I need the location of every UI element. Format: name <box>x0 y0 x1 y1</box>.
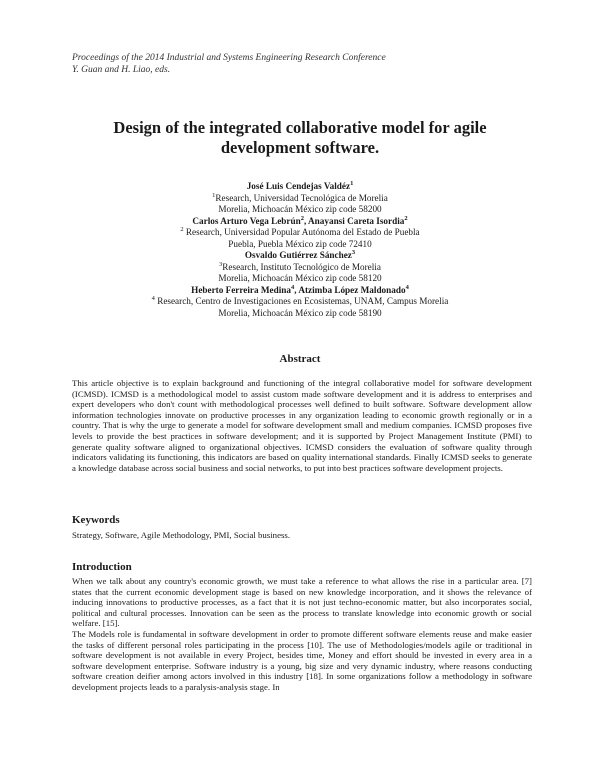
affil-sup: 2 <box>180 225 184 233</box>
author-name: Osvaldo Gutiérrez Sánchez <box>244 250 352 260</box>
author-sup: 4 <box>291 283 295 291</box>
affil-line: Research, Universidad Tecnológica de Morelia <box>215 192 388 203</box>
introduction-heading: Introduction <box>72 561 132 573</box>
author-names <box>90 250 510 262</box>
author-name: Anayansi Careta Isordia <box>308 215 405 226</box>
author-sup: 2 <box>300 214 304 222</box>
intro-paragraph: When we talk about any country's economic growth, we must take a reference to what allows the rise in a particular area. [7] states that the current economic development stage is based on new knowledge incorporation, and it shows the relevance of inducing innovations to productive processes, as a fact that it is not just techno-economic matter, but also incorporates social, political and cultural processes. Innovation can be seen as the process to translate knowledge into economic growth or social welfare. [15]. <box>72 576 532 629</box>
affiliation <box>90 193 510 205</box>
author-block <box>90 181 510 319</box>
affiliation <box>90 296 510 308</box>
author-names <box>90 181 510 193</box>
paper-title: Design of the integrated collaborative model for agile development software. <box>113 118 487 157</box>
abstract-text: This article objective is to explain background and functioning of the integral collaborative model for software development (ICMSD). ICMSD is a methodological model to assist custom made software development and it is address to enterprises and expert developers who don't count with methodological processes well defined to built software. Software development allow information technologies innovate on productive processes in any organization leading to economic growth regionally or in a country. That is why the urge to generate a model for software development small and medium companies. ICMSD proposes five levels to provide the best practices in software development; and it is supported by Project Management Institute (PMI) to generate quality software aligned to organizational objectives. ICMSD considers the evaluation of software quality through indicators validating its functioning, this indicators are based on quality international standards. Finally ICMSD seeks to generate a knowledge database across social business and social networks, to put into best practices software development projects. <box>72 378 532 473</box>
affil-line: Research, Universidad Popular Autónoma del Estado de Puebla <box>185 227 420 237</box>
affiliation-address: Morelia, Michoacán México zip code 58190 <box>218 307 382 318</box>
author-names: Carlos Arturo Vega Lebrún$^2$, Anayansi Careta Isordia$^2$ <box>192 214 408 226</box>
affil-line: Research, Instituto Tecnológico de Morelia <box>222 261 381 272</box>
keywords-heading: Keywords <box>72 514 120 526</box>
affil-sup: 3 <box>219 260 223 268</box>
affiliation-address: Morelia, Michoacán México zip code 58120 <box>218 273 382 283</box>
author-name: José Luis Cendejas Valdéz <box>246 181 351 191</box>
editors-line: Y. Guan and H. Liao, eds. <box>72 65 171 75</box>
author-sup: 1 <box>350 179 354 187</box>
proceedings-header <box>72 52 386 76</box>
keywords-text: Strategy, Software, Agile Methodology, PMI, Social business. <box>72 530 291 540</box>
affiliation <box>90 227 510 239</box>
affil-sup: 1 <box>212 191 216 199</box>
affil-sup: 4 <box>151 294 155 302</box>
introduction-body <box>72 576 532 693</box>
proceedings-line: Proceedings of the 2014 Industrial and Systems Engineering Research Conference <box>72 53 386 63</box>
author-names: Heberto Ferreira Medina$^4$, Atzimba López Maldonado$^4$ <box>191 283 409 295</box>
author-sup: 4 <box>405 283 409 291</box>
author-name: Carlos Arturo Vega Lebrún <box>192 215 301 226</box>
affiliation-address: Morelia, Michoacán México zip code 58200 <box>218 204 382 214</box>
author-sup: 3 <box>351 248 356 256</box>
affiliation <box>90 262 510 274</box>
intro-paragraph: The Models role is fundamental in software development in order to promote different software elements reuse and make easier the tasks of different personal roles participating in the process [10]. The use of Methodologies/models agile or traditional in software development is not available in every Project, besides time, Money and effort should be invested in every area in a software development enterprise. Software industry is a young, big size and very dynamic industry, where reasons conducting software creation deifier among actors involved in this industry [18]. In some organizations follow a methodology in software development projects leads to a paralysis-analysis stage. In <box>72 628 532 692</box>
affiliation-address: Puebla, Puebla México zip code 72410 <box>228 238 372 249</box>
affil-line: Research, Centro de Investigaciones en Ecosistemas, UNAM, Campus Morelia <box>157 296 449 306</box>
abstract-heading: Abstract <box>279 353 321 365</box>
author-sup: 2 <box>404 214 408 222</box>
author-name: Heberto Ferreira Medina <box>191 284 292 295</box>
author-name: Atzimba López Maldonado <box>298 284 406 295</box>
